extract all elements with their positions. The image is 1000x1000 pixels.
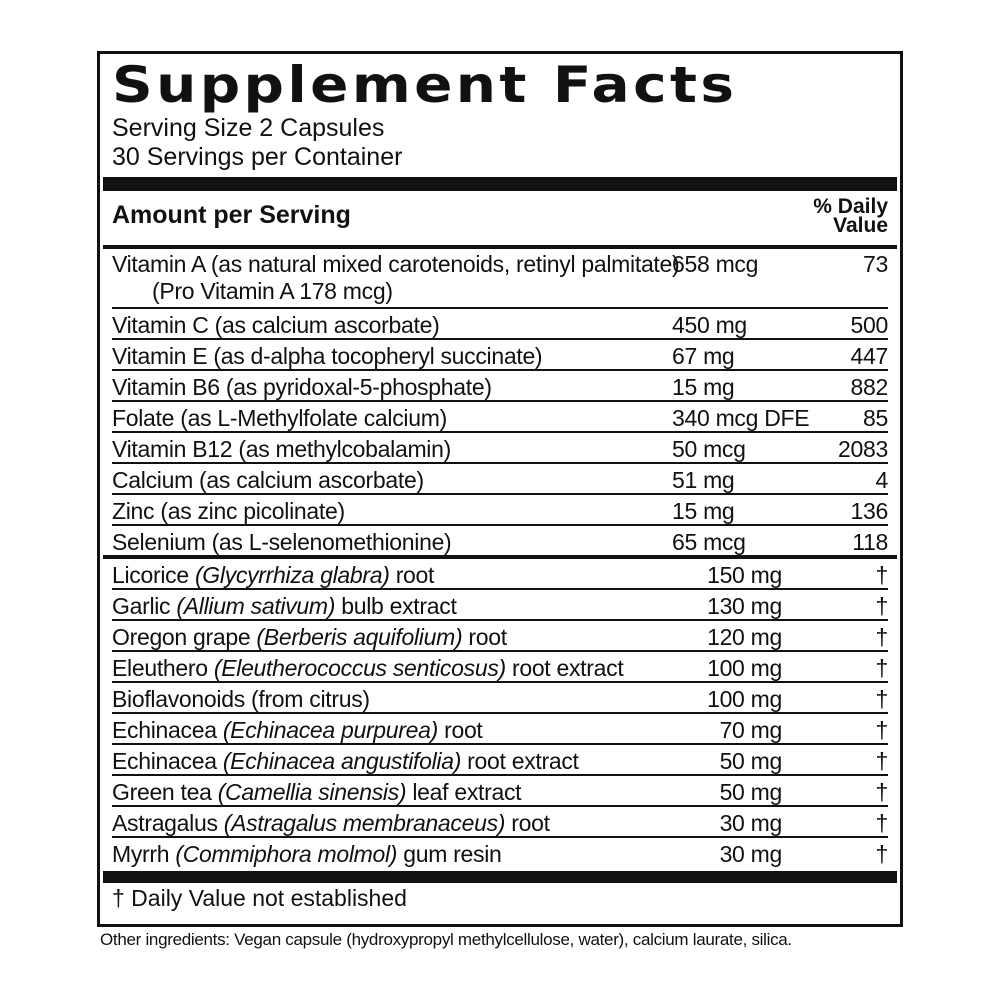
nutrient-name-text: Vitamin A (as natural mixed carotenoids, retinyl palmitate) [112, 251, 680, 277]
herb-daily-value: † [875, 593, 888, 619]
nutrient-row [112, 340, 888, 371]
nutrient-name [112, 467, 672, 493]
serving-size: Serving Size 2 Capsules [112, 114, 385, 142]
herb-name [112, 779, 692, 805]
nutrient-daily-value: 136 [850, 498, 888, 524]
herb-common-name: Garlic [112, 593, 177, 619]
herb-amount: 50 mg [719, 748, 782, 774]
herb-amount: 30 mg [719, 841, 782, 867]
nutrient-row [112, 495, 888, 526]
nutrient-name [112, 498, 672, 524]
nutrient-row [112, 402, 888, 433]
herb-daily-value: † [875, 779, 888, 805]
herb-part: root [462, 624, 507, 650]
herb-row [112, 838, 888, 867]
nutrient-name-text: Vitamin C (as calcium ascorbate) [112, 312, 440, 338]
nutrient-amount: 450 mg [672, 312, 747, 338]
herb-name [112, 841, 692, 867]
herb-name [112, 624, 692, 650]
nutrient-name [112, 436, 672, 462]
nutrient-name-text: Vitamin B6 (as pyridoxal-5-phosphate) [112, 374, 492, 400]
herb-daily-value: † [875, 624, 888, 650]
herb-name [112, 810, 692, 836]
nutrient-name-text: Vitamin E (as d-alpha tocopheryl succinate) [112, 343, 543, 369]
herb-part: root [438, 717, 483, 743]
herb-latin-name: (Echinacea angustifolia) [222, 748, 462, 774]
herb-part: root extract [505, 655, 624, 681]
herb-common-name: Myrrh [112, 841, 176, 867]
herb-part: root extract [461, 748, 579, 774]
nutrient-row [112, 249, 888, 309]
herb-daily-value: † [875, 717, 888, 743]
nutrient-name-text: Vitamin B12 (as methylcobalamin) [112, 436, 451, 462]
nutrient-amount: 15 mg [672, 374, 735, 400]
nutrient-amount: 65 mcg [672, 529, 746, 555]
nutrient-daily-value: 85 [863, 405, 888, 431]
nutrient-row [112, 464, 888, 495]
thick-divider [103, 177, 897, 191]
servings-per-container: 30 Servings per Container [112, 143, 403, 171]
nutrient-row [112, 526, 888, 555]
herb-row [112, 559, 888, 590]
herb-latin-name: (Astragalus membranaceus) [223, 810, 506, 836]
herb-name [112, 686, 692, 712]
nutrient-daily-value: 118 [852, 529, 888, 555]
herb-amount: 100 mg [707, 686, 782, 712]
herb-latin-name: (Glycyrrhiza glabra) [194, 562, 390, 588]
herb-latin-name: (Eleutherococcus senticosus) [213, 655, 506, 681]
herb-amount: 30 mg [719, 810, 782, 836]
column-header [112, 191, 888, 245]
herb-common-name: Bioflavonoids (from citrus) [112, 686, 370, 712]
nutrient-list [112, 249, 888, 555]
herb-part: leaf extract [406, 779, 522, 805]
herb-row [112, 683, 888, 714]
herb-row [112, 745, 888, 776]
nutrient-name-text: Folate (as L-Methylfolate calcium) [112, 405, 447, 431]
nutrient-daily-value: 500 [850, 312, 888, 338]
herb-amount: 130 mg [707, 593, 782, 619]
herb-row [112, 621, 888, 652]
herb-latin-name: (Berberis aquifolium) [256, 624, 463, 650]
herb-name [112, 717, 692, 743]
herb-name [112, 562, 692, 588]
nutrient-name [112, 529, 672, 555]
nutrient-daily-value: 2083 [838, 436, 888, 462]
nutrient-amount: 340 mcg DFE [672, 405, 810, 431]
herb-row [112, 714, 888, 745]
herb-common-name: Licorice [112, 562, 195, 588]
herb-part: bulb extract [335, 593, 457, 619]
herb-row [112, 776, 888, 807]
herb-part: root [389, 562, 435, 588]
herb-amount: 100 mg [707, 655, 782, 681]
herb-daily-value: † [875, 655, 888, 681]
nutrient-name [112, 312, 672, 338]
nutrient-name-text: Calcium (as calcium ascorbate) [112, 467, 424, 493]
daily-value-label: % Daily Value [813, 195, 888, 237]
herb-latin-name: (Echinacea purpurea) [222, 717, 438, 743]
bottom-thick-divider [103, 871, 897, 883]
herb-row [112, 590, 888, 621]
nutrient-daily-value: 882 [850, 374, 888, 400]
herb-latin-name: (Commiphora molmol) [175, 841, 398, 867]
nutrient-row [112, 371, 888, 402]
herb-amount: 50 mg [719, 779, 782, 805]
herb-name [112, 593, 692, 619]
herb-daily-value: † [875, 841, 888, 867]
herb-amount: 70 mg [719, 717, 782, 743]
herb-common-name: Oregon grape [112, 624, 257, 650]
nutrient-amount: 50 mcg [672, 436, 746, 462]
nutrient-row [112, 433, 888, 464]
herb-daily-value: † [875, 686, 888, 712]
nutrient-amount: 67 mg [672, 343, 735, 369]
other-ingredients: Other ingredients: Vegan capsule (hydroxypropyl methylcellulose, water), calcium laurate, silica. [100, 930, 792, 949]
herb-part: gum resin [397, 841, 502, 867]
nutrient-amount: 658 mcg [672, 251, 759, 277]
herb-common-name: Astragalus [112, 810, 224, 836]
nutrient-daily-value: 4 [875, 467, 888, 493]
herb-common-name: Echinacea [112, 717, 223, 743]
herb-daily-value: † [875, 562, 888, 588]
herb-amount: 120 mg [707, 624, 782, 650]
footnote: † Daily Value not established [112, 885, 407, 911]
herb-list [112, 559, 888, 867]
herb-row [112, 652, 888, 683]
nutrient-name-text: Zinc (as zinc picolinate) [112, 498, 345, 524]
herb-daily-value: † [875, 748, 888, 774]
nutrient-name-text: Selenium (as L-selenomethionine) [112, 529, 452, 555]
supplement-facts-panel [97, 51, 903, 927]
herb-amount: 150 mg [707, 562, 782, 588]
herb-latin-name: (Camellia sinensis) [217, 779, 407, 805]
herb-common-name: Green tea [112, 779, 218, 805]
nutrient-daily-value: 447 [850, 343, 888, 369]
herb-latin-name: (Allium sativum) [176, 593, 336, 619]
herb-common-name: Echinacea [112, 748, 223, 774]
herb-part: root [505, 810, 550, 836]
amount-per-serving-label: Amount per Serving [112, 201, 351, 229]
herb-common-name: Eleuthero [112, 655, 214, 681]
nutrient-sub-text: (Pro Vitamin A 178 mcg) [152, 278, 393, 304]
nutrient-amount: 15 mg [672, 498, 735, 524]
nutrient-amount: 51 mg [672, 467, 735, 493]
nutrient-name [112, 343, 672, 369]
herb-daily-value: † [875, 810, 888, 836]
panel-title: Supplement Facts [112, 56, 738, 114]
herb-row [112, 807, 888, 838]
nutrient-row [112, 309, 888, 340]
nutrient-name [112, 405, 672, 431]
herb-name [112, 655, 692, 681]
nutrient-name [112, 249, 680, 307]
nutrient-daily-value: 73 [863, 251, 888, 277]
herb-name [112, 748, 692, 774]
nutrient-name [112, 374, 672, 400]
